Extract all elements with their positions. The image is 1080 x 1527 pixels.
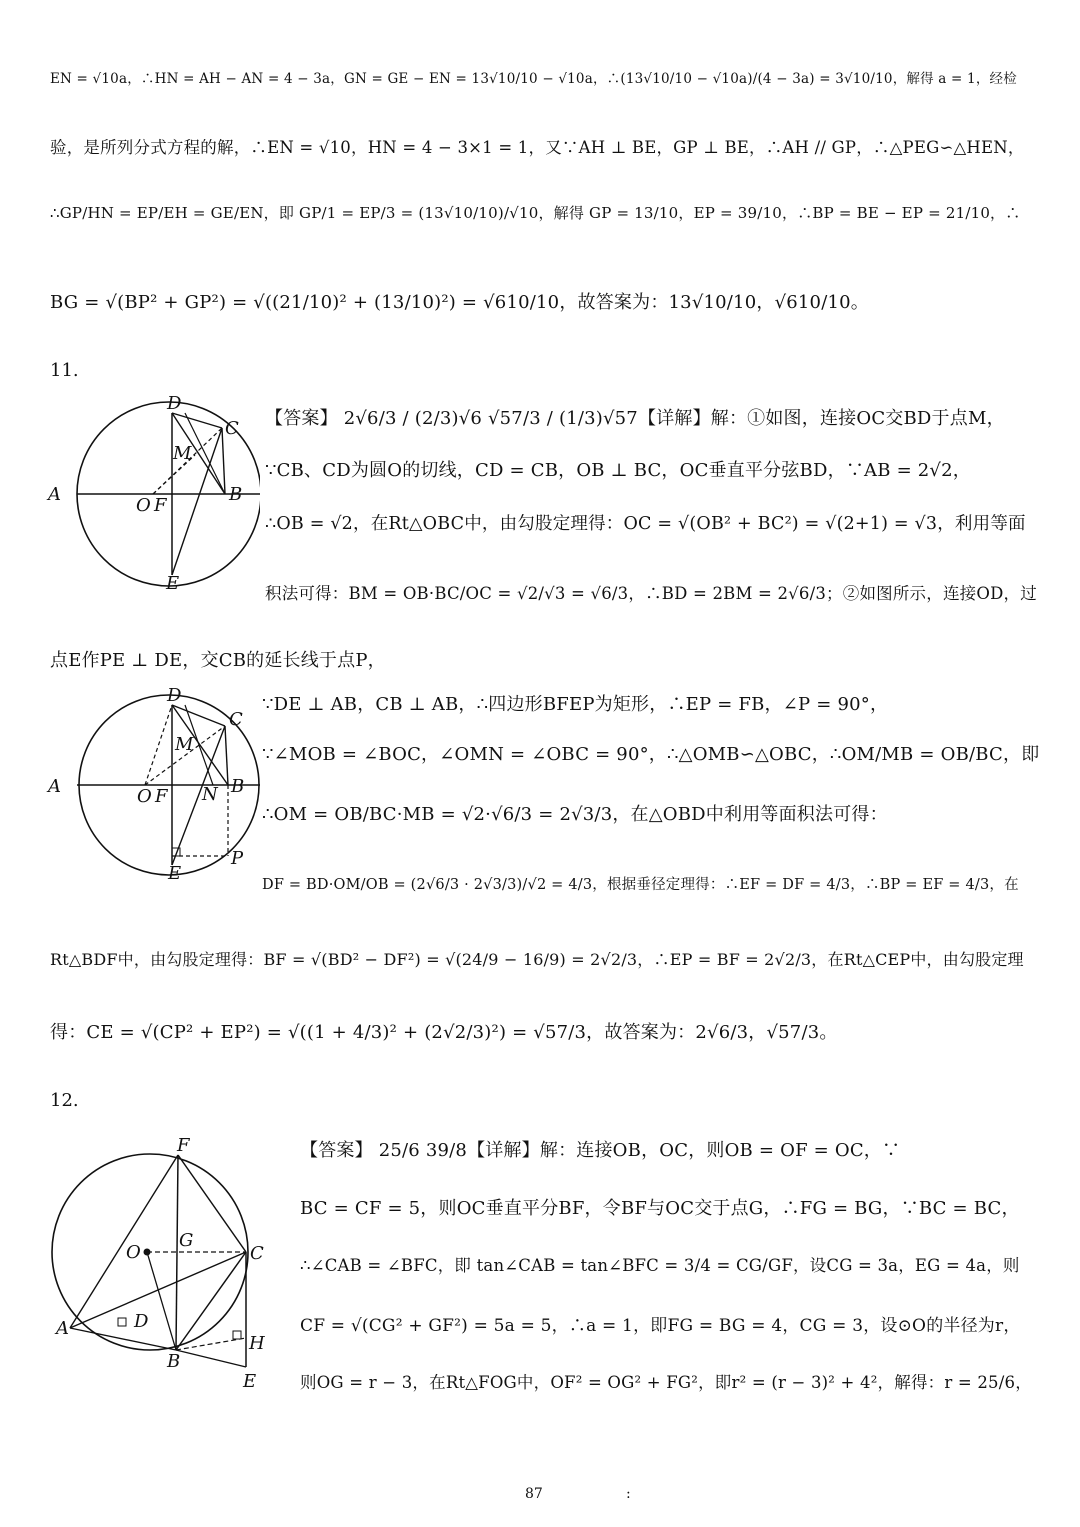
p10-line-3: ∴GP/HN = EP/EH = GE/EN，即 GP/1 = EP/3 = (13√10/10)/√10，解得 GP = 13/10，EP = 39/10，∴BP = BE − EP = 21/10，∴: [50, 204, 1021, 222]
fig3-center-dot: [144, 1249, 151, 1256]
p12-line-4: CF = √(CG² + GF²) = 5a = 5，∴a = 1，即FG = BG = 4，CG = 3，设⊙O的半径为r，: [300, 1316, 1021, 1336]
fig1-label-B: B: [229, 484, 243, 505]
fig2-dashed-OD: [145, 705, 172, 785]
problem-12-figure: [50, 1135, 280, 1395]
fig1-label-D: D: [167, 393, 182, 414]
fig1-label-O: O: [136, 495, 151, 516]
fig3-label-D: D: [134, 1311, 149, 1332]
fig2-label-E: E: [168, 863, 182, 881]
fig3-right-angle-D: [118, 1318, 126, 1326]
fig2-label-O: O: [137, 786, 152, 807]
fig2-label-C: C: [229, 709, 243, 730]
p11-line-11: 得：CE = √(CP² + EP²) = √((1 + 4/3)² + (2√2/3)²) = √57/3，故答案为：2√6/3，√57/3。: [50, 1022, 838, 1043]
p11-line-8: ∴OM = OB/BC·MB = √2·√6/3 = 2√3/3，在△OBD中利用等面积法可得：: [262, 804, 888, 825]
p11-line-1: 【答案】 2√6/3 / (2/3)√6 √57/3 / (1/3)√57【详解】解：①如图，连接OC交BD于点M，: [265, 408, 1005, 429]
p12-line-3: ∴∠CAB = ∠BFC，即 tan∠CAB = tan∠BFC = 3/4 = CG/GF，设CG = 3a，EG = 4a，则: [300, 1256, 1020, 1275]
fig1-label-F: F: [154, 495, 167, 516]
p11-line-6: ∵DE ⊥ AB，CB ⊥ AB，∴四边形BFEP为矩形，∴EP = FB，∠P = 90°，: [262, 694, 889, 715]
fig3-label-G: G: [179, 1230, 194, 1251]
fig3-dashed-BH: [176, 1338, 246, 1350]
p12-line-1: 【答案】 25/6 39/8【详解】解：连接OB，OC，则OB = OF = OC，∵: [300, 1140, 901, 1161]
p11-line-7: ∵∠MOB = ∠BOC，∠OMN = ∠OBC = 90°，∴△OMB∽△OBC，∴OM/MB = OB/BC，即: [262, 744, 1040, 765]
p11-line-10: Rt△BDF中，由勾股定理得：BF = √(BD² − DF²) = √(24/9 − 16/9) = 2√2/3，∴EP = BF = 2√2/3，在Rt△CEP中，由勾股定理: [50, 950, 1024, 969]
p11-line-9: DF = BD·OM/OB = (2√6/3 · 2√3/3)/√2 = 4/3，根据垂径定理得：∴EF = DF = 4/3，∴BP = EF = 4/3，在: [262, 877, 1019, 893]
problem-11-number: 11.: [50, 360, 79, 381]
p10-line-2: 验，是所列分式方程的解，∴EN = √10，HN = 4 − 3×1 = 1，又∵AH ⊥ BE，GP ⊥ BE，∴AH // GP，∴△PEG∽△HEN，: [50, 138, 1025, 157]
fig3-label-E: E: [243, 1371, 257, 1392]
p12-line-2: BC = CF = 5，则OC垂直平分BF，令BF与OC交于点G，∴FG = BG，∵BC = BC，: [300, 1198, 1020, 1219]
p11-line-3: ∴OB = √2，在Rt△OBC中，由勾股定理得：OC = √(OB² + BC²) = √(2+1) = √3，利用等面: [265, 514, 1026, 534]
fig3-label-B: B: [167, 1351, 181, 1372]
problem-11-figure-1: [45, 393, 260, 593]
p11-line-4: 积法可得：BM = OB·BC/OC = √2/√3 = √6/3，∴BD = 2BM = 2√6/3；②如图所示，连接OD，过: [265, 584, 1037, 603]
fig2-label-P: P: [231, 848, 244, 869]
page-number: 87: [525, 1486, 543, 1502]
fig3-label-O: O: [126, 1242, 141, 1263]
fig2-label-A: A: [48, 776, 61, 797]
p10-line-1: EN = √10a，∴HN = AH − AN = 4 − 3a，GN = GE − EN = 13√10/10 − √10a，∴(13√10/10 − √10a)/(4 − 3a) = 3√10/10，解得 a = 1，经检: [50, 71, 1017, 87]
fig2-label-D: D: [167, 686, 182, 706]
fig3-label-A: A: [56, 1318, 69, 1339]
p10-line-4: BG = √(BP² + GP²) = √((21/10)² + (13/10)²) = √610/10，故答案为：13√10/10，√610/10。: [50, 292, 869, 313]
fig3-label-C: C: [250, 1243, 264, 1264]
fig1-label-M: M: [173, 443, 192, 464]
fig1-label-E: E: [166, 573, 180, 593]
fig3-line-BE: [176, 1350, 246, 1367]
fig3-right-angle-H: [233, 1331, 241, 1339]
fig2-label-F: F: [155, 786, 168, 807]
p11-line-2: ∵CB、CD为圆O的切线，CD = CB，OB ⊥ BC，OC垂直平分弦BD，∵AB = 2√2，: [265, 460, 971, 481]
fig1-label-C: C: [225, 418, 239, 439]
p12-line-5: 则OG = r − 3，在Rt△FOG中，OF² = OG² + FG²，即r² = (r − 3)² + 4²，解得：r = 25/6，: [300, 1373, 1032, 1392]
fig1-label-A: A: [48, 484, 61, 505]
footer-mark: :: [626, 1486, 631, 1502]
fig2-label-M: M: [175, 734, 194, 755]
fig3-label-H: H: [249, 1333, 265, 1354]
fig2-label-N: N: [202, 784, 218, 805]
fig3-line-OB: [147, 1252, 176, 1350]
fig3-line-FB: [176, 1155, 178, 1350]
problem-12-number: 12.: [50, 1090, 79, 1111]
problem-11-figure-2: [45, 686, 260, 881]
fig1-line-DC: [172, 413, 222, 428]
fig2-line-CB: [225, 726, 228, 785]
fig3-label-F: F: [177, 1135, 190, 1156]
fig2-label-B: B: [231, 776, 245, 797]
p11-line-5: 点E作PE ⊥ DE，交CB的延长线于点P，: [50, 650, 386, 671]
